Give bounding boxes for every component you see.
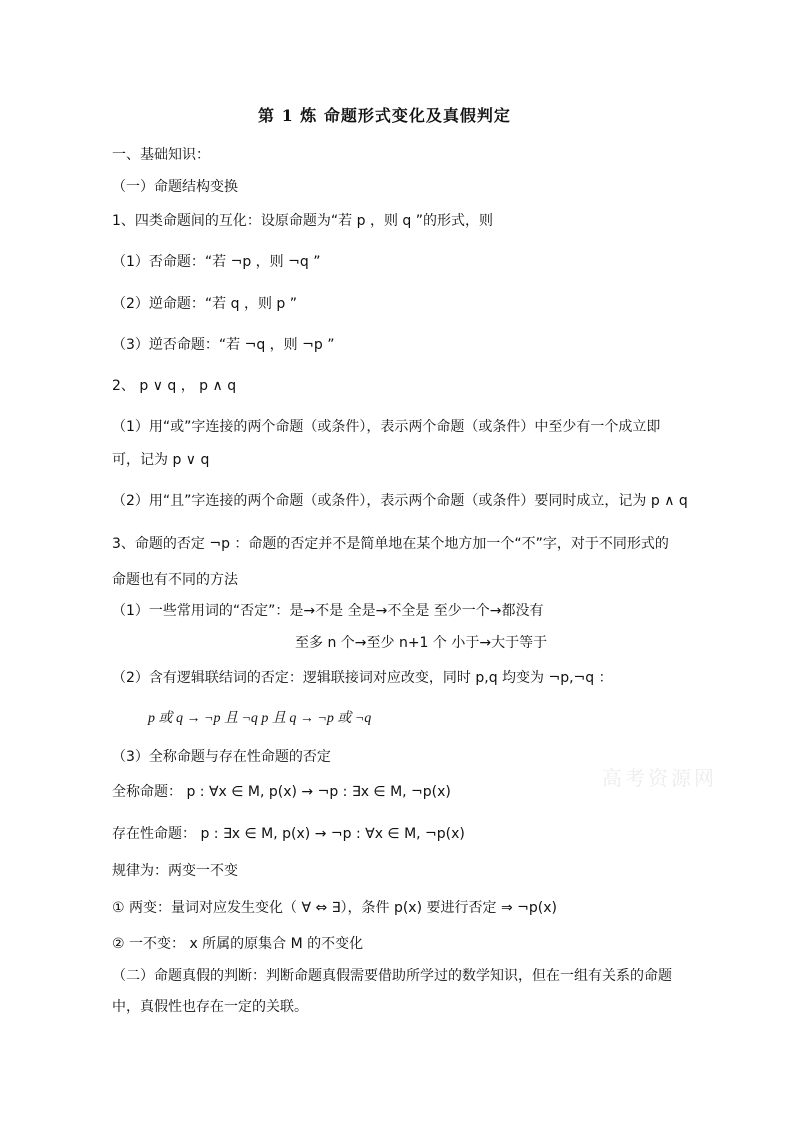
paragraph-line: （3）逆否命题：“若 ¬q ，则 ¬p ” [112, 337, 335, 353]
paragraph-line: ② 一不变： x 所属的原集合 M 的不变化 [112, 936, 364, 952]
paragraph-line: 规律为：两变一不变 [112, 863, 238, 879]
paragraph-line: （2）含有逻辑联结词的否定：逻辑联接词对应改变，同时 p,q 均变为 ¬p,¬q ： [112, 670, 613, 686]
paragraph-line: 中，真假性也存在一定的关联。 [112, 999, 308, 1015]
formula-line: 全称命题： p : ∀x ∈ M, p(x) → ¬p : ∃x ∈ M, ¬p(x) [112, 784, 451, 800]
section-heading: 一、基础知识： [112, 147, 210, 163]
formula-line: 存在性命题： p : ∃x ∈ M, p(x) → ¬p : ∀x ∈ M, ¬p(x) [112, 826, 465, 842]
subsection-heading: （一）命题结构变换 [112, 179, 238, 195]
paragraph-line: （3）全称命题与存在性命题的否定 [112, 749, 331, 765]
paragraph-line: （2）逆命题：“若 q ，则 p ” [112, 296, 297, 312]
paragraph-line: 命题也有不同的方法 [112, 572, 238, 588]
paragraph-line: 可，记为 p ∨ q [112, 452, 210, 468]
watermark: 高考资源网 [602, 766, 717, 790]
paragraph-line: （1）一些常用词的“否定”：是→不是 全是→不全是 至少一个→都没有 [112, 603, 544, 619]
page-title: 第 1 炼 命题形式变化及真假判定 [258, 106, 511, 125]
formula-line: p 或 q → ¬p 且 ¬q p 且 q → ¬p 或 ¬q [148, 711, 372, 726]
paragraph-line: （1）否命题：“若 ¬p ，则 ¬q ” [112, 254, 321, 270]
paragraph-line: （2）用“且”字连接的两个命题（或条件），表示两个命题（或条件）要同时成立，记为 p ∧ q [112, 493, 688, 509]
paragraph-line: 2、 p ∨ q ， p ∧ q [112, 378, 237, 394]
paragraph-line: 1、四类命题间的互化：设原命题为“若 p ，则 q ”的形式，则 [112, 213, 493, 229]
paragraph-line: 3、命题的否定 ¬p ：命题的否定并不是简单地在某个地方加一个“不”字，对于不同形式的 [112, 536, 669, 552]
paragraph-line: （二）命题真假的判断：判断命题真假需要借助所学过的数学知识，但在一组有关系的命题 [112, 968, 672, 984]
paragraph-line: 至多 n 个→至少 n+1 个 小于→大于等于 [295, 635, 548, 651]
paragraph-line: （1）用“或”字连接的两个命题（或条件），表示两个命题（或条件）中至少有一个成立即 [112, 419, 661, 435]
paragraph-line: ① 两变：量词对应发生变化（ ∀ ⇔ ∃），条件 p(x) 要进行否定 ⇒ ¬p(x) [112, 900, 557, 916]
